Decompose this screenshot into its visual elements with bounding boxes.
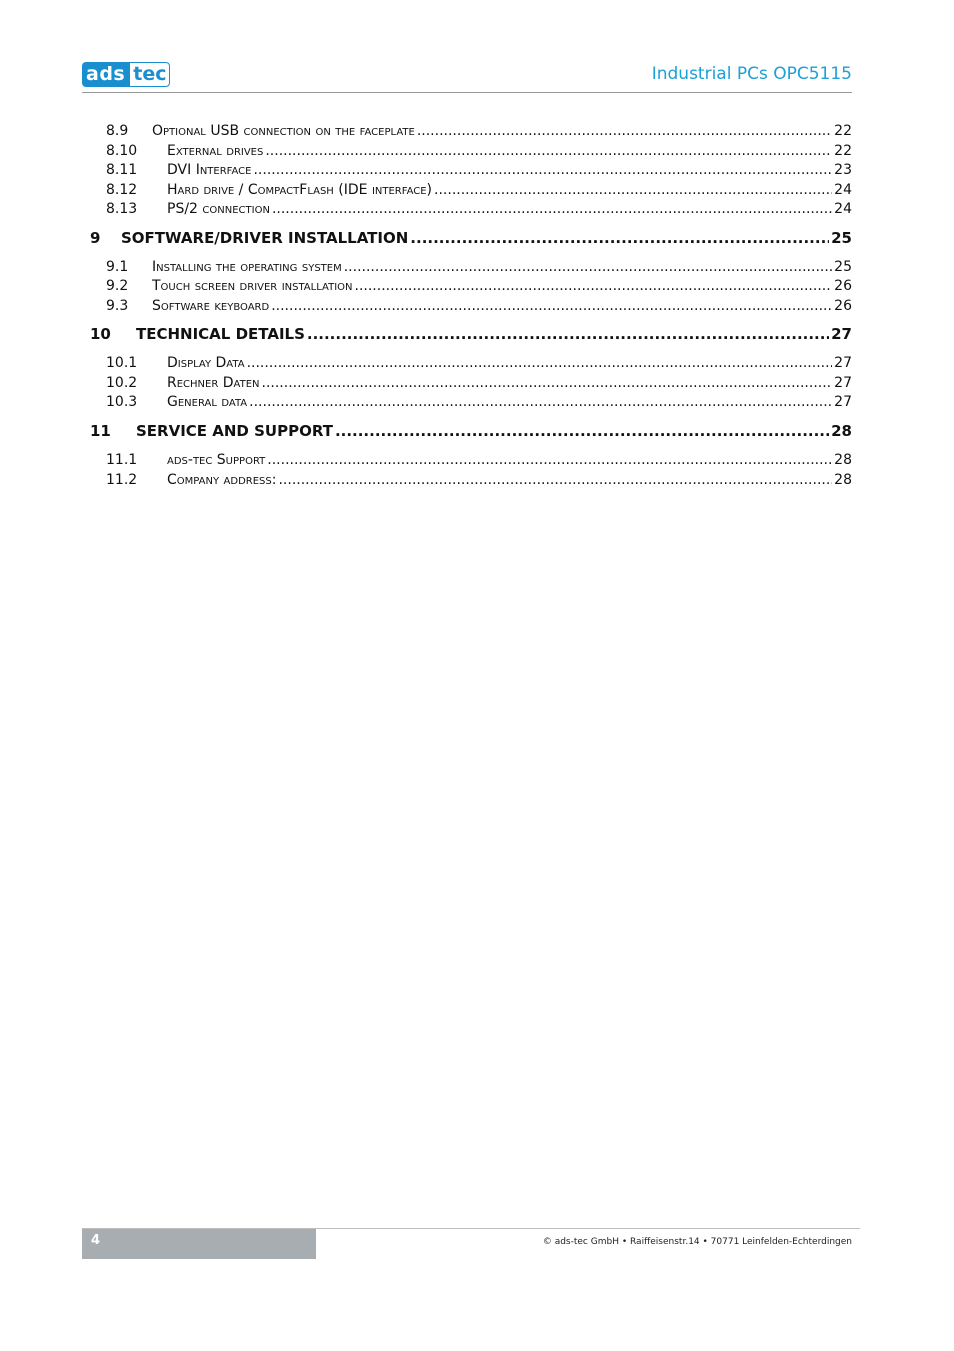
toc-entry-title: Hard drive / CompactFlash (IDE interface)	[167, 182, 433, 198]
toc-dot-leader	[262, 373, 833, 393]
toc-dot-leader	[335, 421, 829, 441]
toc-entry[interactable]	[90, 392, 852, 412]
toc-entry[interactable]	[90, 276, 852, 296]
toc-entry-number: 9.2	[106, 278, 129, 294]
toc-entry-page: 28	[834, 472, 852, 488]
toc-entry-title: Optional USB connection on the faceplate	[152, 123, 415, 139]
toc-entry-page: 22	[834, 123, 852, 139]
toc-entry[interactable]	[90, 470, 852, 490]
toc-dot-leader	[417, 121, 832, 141]
toc-entry-page: 26	[834, 298, 852, 314]
toc-entry-page: 28	[831, 422, 852, 440]
page-footer	[82, 1228, 860, 1259]
toc-dot-leader	[307, 324, 829, 344]
toc-entry-page: 28	[834, 452, 852, 468]
toc-entry-title: TECHNICAL DETAILS	[136, 325, 305, 343]
page-header	[82, 60, 852, 93]
toc-entry-number: 9.1	[106, 259, 129, 275]
toc-entry-page: 26	[834, 278, 852, 294]
toc-entry-number: 10.1	[106, 355, 138, 371]
toc-entry-number: 11.1	[106, 452, 138, 468]
toc-entry-title: Rechner Daten	[167, 375, 260, 391]
toc-dot-leader	[344, 257, 832, 277]
document-title: Industrial PCs OPC5115	[651, 64, 852, 84]
toc-dot-leader	[253, 160, 832, 180]
toc-entry-number: 8.13	[106, 201, 138, 217]
toc-entry-title: Company address:	[167, 472, 277, 488]
toc-dot-leader	[278, 470, 832, 490]
toc-entry-title: SERVICE AND SUPPORT	[136, 422, 333, 440]
toc-entry-page: 24	[834, 201, 852, 217]
toc-entry-number: 8.11	[106, 162, 138, 178]
toc-entry-page: 27	[834, 394, 852, 410]
toc-dot-leader	[267, 450, 832, 470]
footer-copyright: © ads-tec GmbH • Raiffeisenstr.14 • 70771 Leinfelden-Echterdingen	[542, 1237, 852, 1247]
toc-entry-page: 25	[831, 229, 852, 247]
toc-entry-number: 10	[90, 325, 111, 343]
toc-entry-number: 8.10	[106, 143, 138, 159]
toc-entry[interactable]	[90, 373, 852, 393]
toc-entry-title: Software keyboard	[152, 298, 270, 314]
toc-entry-number: 9.3	[106, 298, 129, 314]
toc-dot-leader	[355, 276, 833, 296]
toc-entry-title: ads-tec Support	[167, 452, 266, 468]
toc-entry-number: 10.3	[106, 394, 138, 410]
toc-entry[interactable]	[90, 199, 852, 219]
toc-entry-title: SOFTWARE/DRIVER INSTALLATION	[121, 229, 409, 247]
toc-entry[interactable]	[90, 353, 852, 373]
toc-entry[interactable]	[90, 121, 852, 141]
toc-entry-title: External drives	[167, 143, 264, 159]
toc-entry-title: Touch screen driver installation	[152, 278, 353, 294]
toc-entry[interactable]	[90, 296, 852, 316]
toc-entry-number: 11.2	[106, 472, 138, 488]
toc-entry-number: 9	[90, 229, 101, 247]
page-number-box	[82, 1229, 316, 1259]
toc-entry-page: 25	[834, 259, 852, 275]
toc-entry-page: 27	[834, 355, 852, 371]
toc-entry-title: Installing the operating system	[152, 259, 342, 275]
toc-entry-number: 8.9	[106, 123, 129, 139]
toc-entry-page: 23	[834, 162, 852, 178]
page-number: 4	[91, 1233, 101, 1248]
toc-entry-number: 10.2	[106, 375, 138, 391]
toc-entry-title: General data	[167, 394, 248, 410]
toc-entry[interactable]	[90, 421, 852, 441]
toc-entry-page: 22	[834, 143, 852, 159]
toc-entry-title: PS/2 connection	[167, 201, 270, 217]
toc-dot-leader	[272, 199, 832, 219]
toc-entry[interactable]	[90, 450, 852, 470]
toc-dot-leader	[265, 141, 832, 161]
toc-entry-page: 24	[834, 182, 852, 198]
toc-dot-leader	[271, 296, 832, 316]
toc-dot-leader	[247, 353, 833, 373]
toc-dot-leader	[410, 228, 829, 248]
toc-entry[interactable]	[90, 141, 852, 161]
toc-entry-title: DVI Interface	[167, 162, 252, 178]
toc-entry-title: Display Data	[167, 355, 245, 371]
toc-entry[interactable]	[90, 257, 852, 277]
toc-entry-page: 27	[834, 375, 852, 391]
toc-entry[interactable]	[90, 324, 852, 344]
logo-tec: tec	[129, 62, 170, 87]
toc-entry[interactable]	[90, 228, 852, 248]
toc-dot-leader	[249, 392, 832, 412]
toc-entry-number: 11	[90, 422, 111, 440]
toc-entry-page: 27	[831, 325, 852, 343]
ads-tec-logo	[82, 62, 170, 87]
toc-entry[interactable]	[90, 180, 852, 200]
toc-entry-number: 8.12	[106, 182, 138, 198]
toc-entry[interactable]	[90, 160, 852, 180]
toc-dot-leader	[434, 180, 832, 200]
logo-ads: ads	[82, 62, 129, 87]
